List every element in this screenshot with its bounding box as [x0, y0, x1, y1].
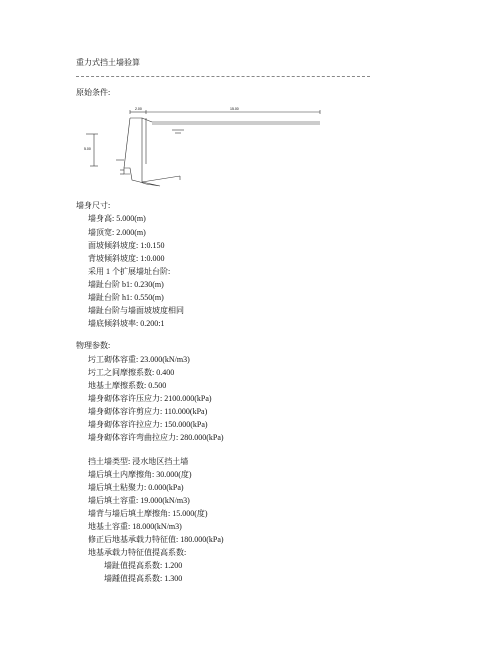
physical-param-line: 地基土摩擦系数: 0.500	[88, 381, 167, 390]
document-title: 重力式挡土墙验算	[76, 58, 140, 67]
wall-dim-line: 墙趾台阶与墙面坡坡度相同	[88, 306, 184, 315]
wall-dimensions-heading: 墙身尺寸:	[76, 201, 111, 210]
wall-dim-line: 墙趾台阶 h1: 0.550(m)	[88, 293, 164, 302]
wall-dim-line: 墙身高: 5.000(m)	[88, 214, 146, 223]
backfill-dim-label: 15.00	[230, 107, 239, 111]
physical-param-line: 墙身砌体容许剪应力: 110.000(kPa)	[88, 407, 208, 416]
wall-dim-line: 墙趾台阶 b1: 0.230(m)	[88, 280, 164, 289]
physical-param-line: 挡土墙类型: 浸水地区挡土墙	[88, 457, 189, 466]
physical-param-line: 墙后填土内摩擦角: 30.000(度)	[88, 470, 192, 479]
physical-param-line: 墙后填土容重: 19.000(kN/m3)	[88, 496, 190, 505]
physical-param-line: 地基土容重: 18.000(kN/m3)	[88, 522, 182, 531]
dashed-divider	[76, 76, 370, 78]
wall-dim-line: 墙顶宽: 2.000(m)	[88, 228, 146, 237]
physical-param-line: 墙身砌体容许压应力: 2100.000(kPa)	[88, 394, 212, 403]
physical-param-line: 修正后地基承载力特征值: 180.000(kPa)	[88, 535, 224, 544]
physical-param-line: 墙后填土粘聚力: 0.000(kPa)	[88, 483, 184, 492]
physical-param-line: 地基承载力特征值提高系数:	[88, 548, 187, 557]
height-dim-label: 5.00	[84, 147, 91, 151]
physical-param-line: 墙身砌体容许弯曲拉应力: 280.000(kPa)	[88, 433, 224, 442]
wall-dim-line: 采用 1 个扩展墙址台阶:	[88, 267, 171, 276]
physical-param-line: 圬工砌体容重: 23.000(kN/m3)	[88, 355, 190, 364]
physical-params-heading: 物理参数:	[76, 341, 111, 350]
retaining-wall-diagram	[80, 104, 380, 200]
physical-param-line: 圬工之间摩擦系数: 0.400	[88, 368, 175, 377]
original-conditions-heading: 原始条件:	[76, 88, 111, 97]
physical-param-subline: 墙趾值提高系数: 1.200	[104, 561, 183, 570]
wall-dim-line: 面坡倾斜坡度: 1:0.150	[88, 241, 165, 250]
physical-param-line: 墙身砌体容许拉应力: 150.000(kPa)	[88, 420, 208, 429]
physical-param-line: 墙背与墙后填土摩擦角: 15.000(度)	[88, 509, 208, 518]
wall-outline	[124, 118, 160, 186]
base-line	[142, 176, 180, 182]
wall-dim-line: 背坡倾斜坡度: 1:0.000	[88, 254, 165, 263]
physical-param-subline: 墙踵值提高系数: 1.300	[104, 574, 183, 583]
crest-dim-label: 2.00	[135, 107, 142, 111]
wall-dim-line: 墙底倾斜坡率: 0.200:1	[88, 319, 165, 328]
